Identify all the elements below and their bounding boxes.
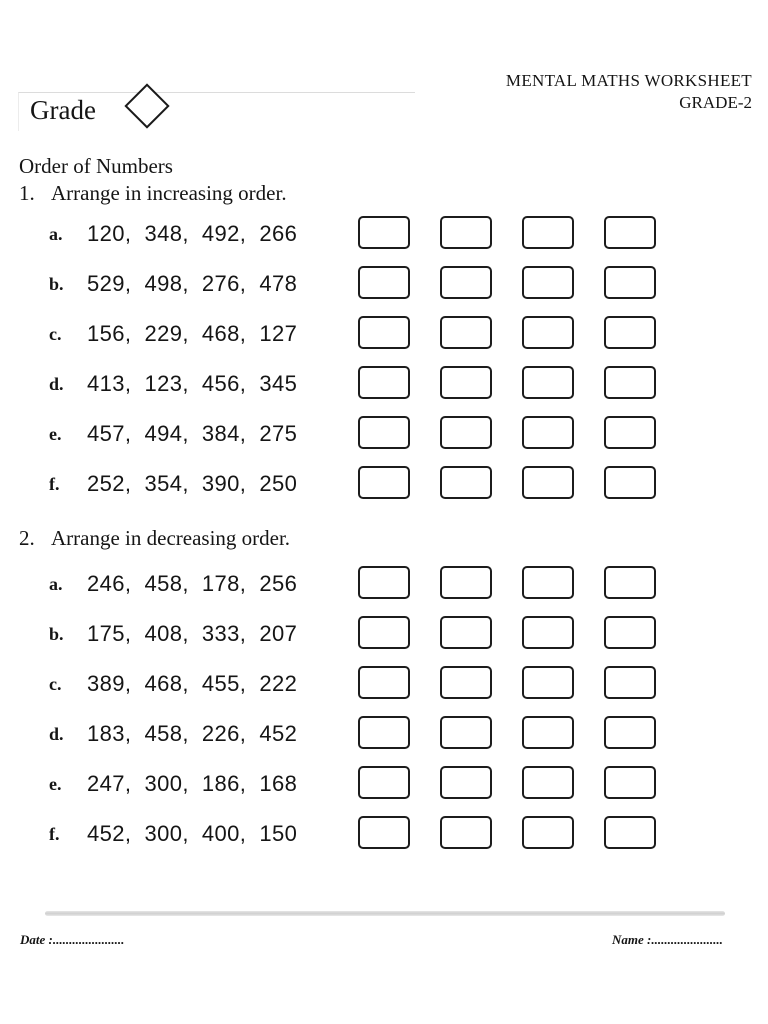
answer-box-4[interactable] — [604, 416, 656, 449]
answer-box-3[interactable] — [522, 666, 574, 699]
question-text: Arrange in increasing order. — [51, 181, 287, 205]
answer-box-4[interactable] — [604, 816, 656, 849]
question-2-prompt — [19, 525, 290, 551]
answer-box-2[interactable] — [440, 566, 492, 599]
row-letter: e. — [49, 774, 62, 794]
answer-box-2[interactable] — [440, 216, 492, 249]
answer-box-3[interactable] — [522, 216, 574, 249]
question-1-row-d — [0, 366, 768, 408]
answer-box-4[interactable] — [604, 316, 656, 349]
worksheet-grade-level: GRADE-2 — [679, 93, 752, 112]
row-letter: c. — [49, 324, 62, 344]
answer-box-4[interactable] — [604, 216, 656, 249]
row-letter: c. — [49, 674, 62, 694]
answer-box-3[interactable] — [522, 816, 574, 849]
answer-box-1[interactable] — [358, 316, 410, 349]
row-numbers: 252, 354, 390, 250 — [87, 471, 298, 496]
answer-box-1[interactable] — [358, 666, 410, 699]
answer-box-4[interactable] — [604, 666, 656, 699]
section-heading: Order of Numbers — [19, 154, 173, 178]
answer-box-2[interactable] — [440, 266, 492, 299]
question-2-row-d — [0, 716, 768, 758]
date-field[interactable]: Date :...................... — [20, 932, 125, 947]
answer-box-4[interactable] — [604, 366, 656, 399]
answer-box-4[interactable] — [604, 716, 656, 749]
name-field[interactable]: Name :...................... — [612, 932, 723, 947]
answer-box-3[interactable] — [522, 316, 574, 349]
row-numbers: 175, 408, 333, 207 — [87, 621, 298, 646]
question-1-prompt — [19, 180, 287, 206]
row-letter: a. — [49, 224, 63, 244]
answer-box-3[interactable] — [522, 466, 574, 499]
answer-box-4[interactable] — [604, 766, 656, 799]
row-numbers: 413, 123, 456, 345 — [87, 371, 298, 396]
answer-box-3[interactable] — [522, 416, 574, 449]
question-2-row-a — [0, 566, 768, 608]
question-1-row-b — [0, 266, 768, 308]
row-letter: d. — [49, 374, 64, 394]
answer-box-4[interactable] — [604, 266, 656, 299]
answer-box-4[interactable] — [604, 616, 656, 649]
answer-box-1[interactable] — [358, 266, 410, 299]
question-2-row-c — [0, 666, 768, 708]
question-1-row-e — [0, 416, 768, 458]
question-text: Arrange in decreasing order. — [51, 526, 291, 550]
answer-box-2[interactable] — [440, 366, 492, 399]
answer-box-2[interactable] — [440, 416, 492, 449]
answer-box-1[interactable] — [358, 416, 410, 449]
worksheet-header — [506, 70, 752, 114]
row-numbers: 389, 468, 455, 222 — [87, 671, 298, 696]
footer-divider — [45, 911, 725, 916]
question-1-row-a — [0, 216, 768, 258]
grade-label: Grade — [30, 95, 96, 125]
row-letter: e. — [49, 424, 62, 444]
question-2-row-b — [0, 616, 768, 658]
answer-box-2[interactable] — [440, 816, 492, 849]
answer-box-1[interactable] — [358, 466, 410, 499]
row-letter: b. — [49, 274, 64, 294]
answer-box-3[interactable] — [522, 266, 574, 299]
answer-box-3[interactable] — [522, 616, 574, 649]
worksheet-title: MENTAL MATHS WORKSHEET — [505, 71, 752, 90]
row-letter: a. — [49, 574, 63, 594]
answer-box-1[interactable] — [358, 366, 410, 399]
row-letter: b. — [49, 624, 64, 644]
row-numbers: 457, 494, 384, 275 — [87, 421, 298, 446]
question-1-row-f — [0, 466, 768, 508]
row-numbers: 452, 300, 400, 150 — [87, 821, 298, 846]
row-letter: f. — [49, 474, 60, 494]
answer-box-2[interactable] — [440, 716, 492, 749]
question-1-row-c — [0, 316, 768, 358]
answer-box-3[interactable] — [522, 566, 574, 599]
answer-box-2[interactable] — [440, 316, 492, 349]
question-2-row-e — [0, 766, 768, 808]
answer-box-3[interactable] — [522, 716, 574, 749]
answer-box-2[interactable] — [440, 466, 492, 499]
answer-box-1[interactable] — [358, 766, 410, 799]
row-numbers: 120, 348, 492, 266 — [87, 221, 298, 246]
question-number: 2. — [19, 526, 35, 550]
answer-box-2[interactable] — [440, 766, 492, 799]
answer-box-4[interactable] — [604, 566, 656, 599]
row-letter: d. — [49, 724, 64, 744]
answer-box-1[interactable] — [358, 216, 410, 249]
row-numbers: 529, 498, 276, 478 — [87, 271, 298, 296]
row-numbers: 247, 300, 186, 168 — [87, 771, 298, 796]
question-2-row-f — [0, 816, 768, 858]
answer-box-3[interactable] — [522, 766, 574, 799]
row-numbers: 246, 458, 178, 256 — [87, 571, 298, 596]
row-numbers: 156, 229, 468, 127 — [87, 321, 298, 346]
question-number: 1. — [19, 181, 35, 205]
answer-box-4[interactable] — [604, 466, 656, 499]
row-numbers: 183, 458, 226, 452 — [87, 721, 298, 746]
answer-box-1[interactable] — [358, 566, 410, 599]
answer-box-1[interactable] — [358, 716, 410, 749]
row-letter: f. — [49, 824, 60, 844]
answer-box-1[interactable] — [358, 616, 410, 649]
answer-box-2[interactable] — [440, 616, 492, 649]
answer-box-1[interactable] — [358, 816, 410, 849]
answer-box-3[interactable] — [522, 366, 574, 399]
answer-box-2[interactable] — [440, 666, 492, 699]
